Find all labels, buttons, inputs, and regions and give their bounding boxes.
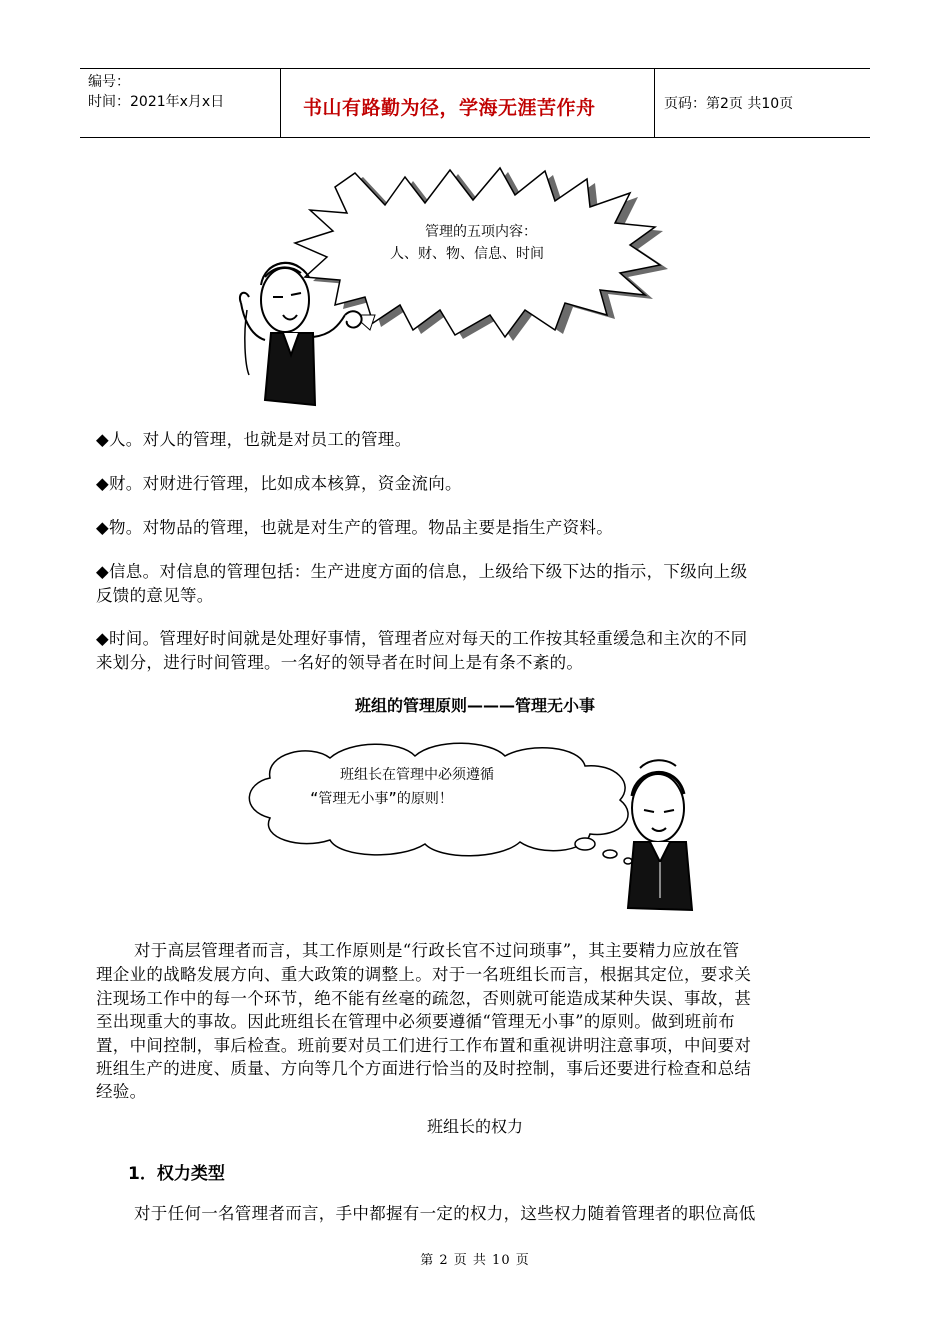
bullet-information-line1: ◆信息。对信息的管理包括：生产进度方面的信息，上级给下级下达的指示，下级向上级 (96, 562, 748, 581)
cloud-line-1: 班组长在管理中必须遵循 (340, 767, 494, 783)
bullet-time-line2: 来划分，进行时间管理。一名好的领导者在时间上是有条不紊的。 (96, 653, 584, 672)
body-line-2: 理企业的战略发展方向、重大政策的调整上。对于一名班组长而言，根据其定位，要求关 (96, 965, 752, 984)
bullet-information-line2: 反馈的意见等。 (96, 586, 214, 605)
bullet-materials: ◆物。对物品的管理，也就是对生产的管理。物品主要是指生产资料。 (96, 518, 613, 537)
body-line-6: 班组生产的进度、质量、方向等几个方面进行恰当的及时控制，事后还要进行检查和总结 (96, 1059, 752, 1078)
body-line-5: 置，中间控制，事后检查。班前要对员工们进行工作布置和重视讲明注意事项，中间要对 (96, 1036, 752, 1055)
figure-principle (240, 738, 710, 913)
header-left-cell (80, 69, 280, 137)
motto-text: 书山有路勤为径，学海无涯苦作舟 (303, 97, 596, 119)
man-cartoon-2 (628, 760, 692, 910)
date-line: 时间：2021年x月x日 (88, 94, 225, 110)
bullet-time-line1: ◆时间。管理好时间就是处理好事情，管理者应对每天的工作按其轻重缓急和主次的不同 (96, 629, 748, 648)
figure-five-contents (235, 165, 725, 410)
header-right-cell (654, 69, 870, 137)
body-line-1: 对于高层管理者而言，其工作原则是“行政长官不过问琐事”，其主要精力应放在管 (134, 941, 740, 960)
body-line-7: 经验。 (96, 1082, 147, 1101)
page-footer: 第 2 页 共 10 页 (420, 1253, 530, 1268)
bullet-finance: ◆财。对财进行管理，比如成本核算，资金流向。 (96, 474, 462, 493)
spiky-bubble-illustration (235, 165, 725, 410)
cloud-line-2: “管理无小事”的原则！ (310, 791, 453, 807)
bubble-line-1: 管理的五项内容： (425, 224, 537, 240)
page-info: 页码：第2页 共10页 (664, 96, 794, 112)
section-title-authority: 班组长的权力 (426, 1117, 523, 1136)
last-paragraph-line: 对于任何一名管理者而言，手中都握有一定的权力，这些权力随着管理者的职位高低 (134, 1204, 756, 1223)
serial-label: 编号： (88, 74, 130, 90)
section-title-principle: 班组的管理原则———管理无小事 (354, 696, 595, 715)
header-motto-cell (280, 69, 655, 137)
body-line-3: 注现场工作中的每一个环节，绝不能有丝毫的疏忽，否则就可能造成某种失误、事故，甚 (96, 989, 752, 1008)
bubble-line-2: 人、财、物、信息、时间 (390, 246, 544, 262)
page-header (80, 68, 870, 138)
bullet-people: ◆人。对人的管理，也就是对员工的管理。 (96, 430, 412, 449)
subsection-title: 1．权力类型 (128, 1164, 225, 1184)
body-line-4: 至出现重大的事故。因此班组长在管理中必须要遵循“管理无小事”的原则。做到班前布 (96, 1012, 736, 1031)
